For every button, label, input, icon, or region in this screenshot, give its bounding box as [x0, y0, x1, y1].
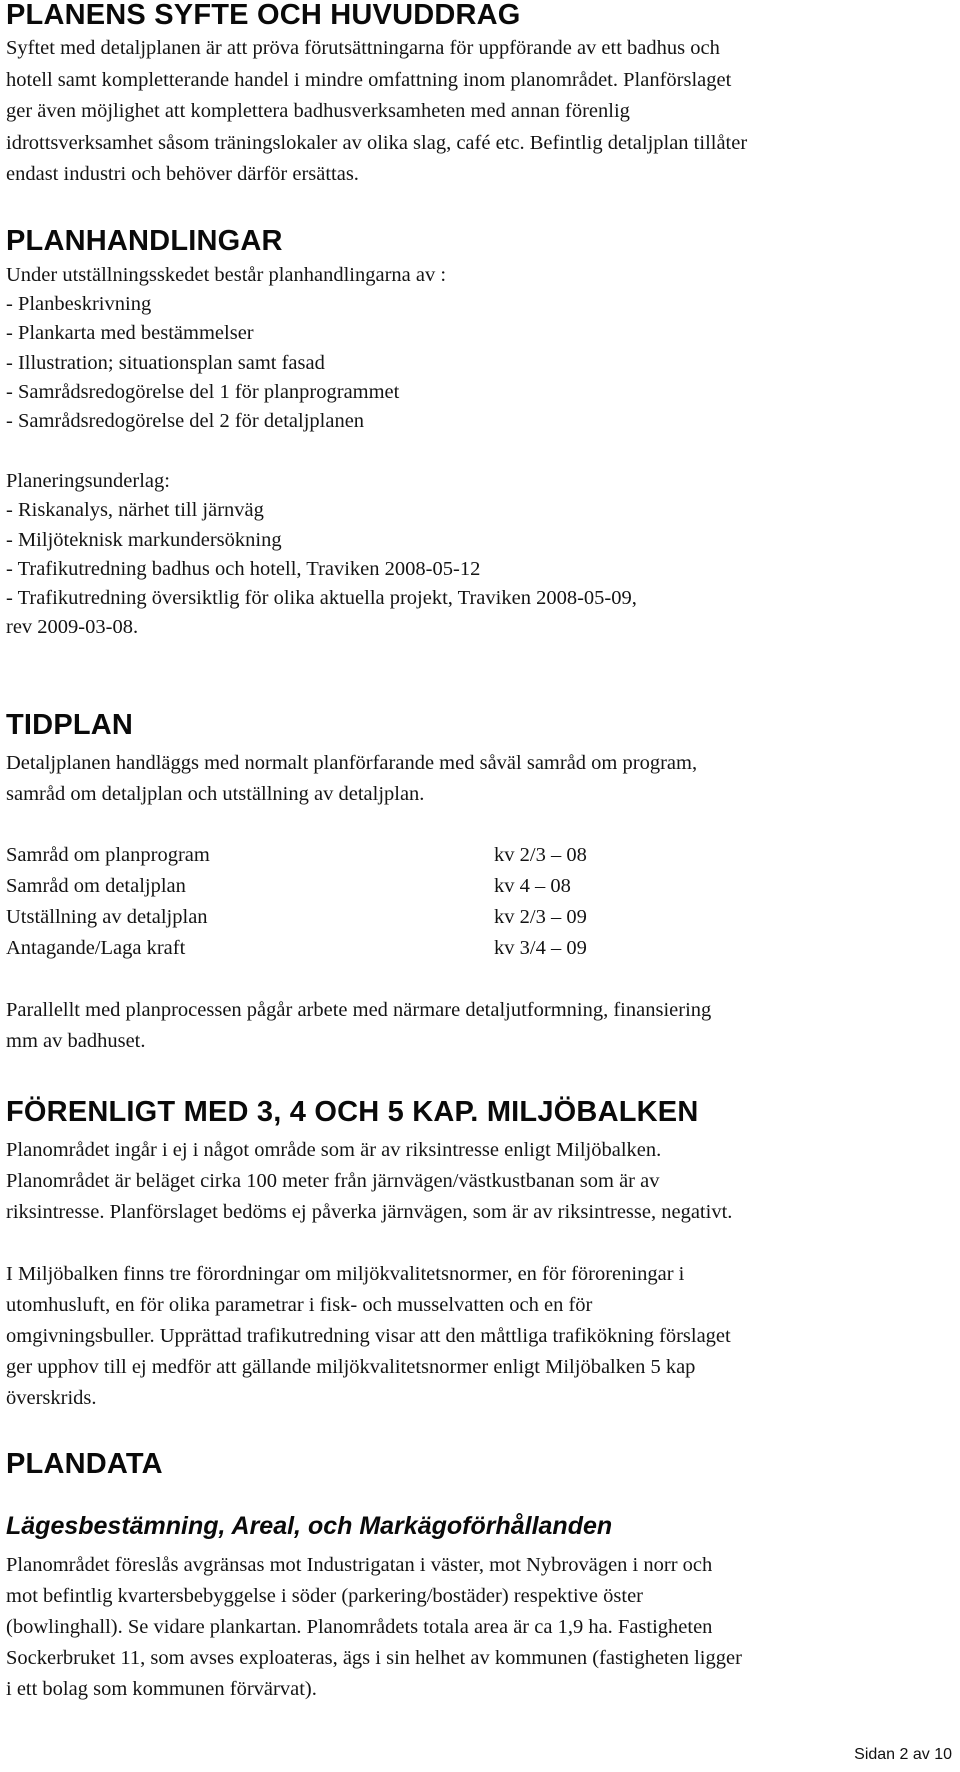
text-line: Detaljplanen handläggs med normalt planförfarande med såväl samråd om program, [6, 752, 698, 774]
heading-miljobalken: FÖRENLIGT MED 3, 4 OCH 5 KAP. MILJÖBALKEN [6, 1096, 699, 1128]
text-line: idrottsverksamhet såsom träningslokaler av olika slag, café etc. Befintlig detaljplan tillåter [6, 131, 748, 154]
text-line: Syftet med detaljplanen är att pröva förutsättningarna för uppförande av ett badhus och [6, 37, 720, 59]
text-line: ger upphov till ej medför att gällande miljökvalitetsnormer enligt Miljöbalken 5 kap [6, 1356, 696, 1378]
schedule-label: Samråd om planprogram [6, 844, 210, 866]
list-item: - Illustration; situationsplan samt fasad [6, 351, 325, 374]
text-line: Planområdet är beläget cirka 100 meter från järnvägen/västkustbanan som är av [6, 1170, 660, 1192]
heading-planhandlingar: PLANHANDLINGAR [6, 225, 283, 257]
section-syfte [6, 0, 950, 191]
list-item: - Samrådsredogörelse del 2 för detaljplanen [6, 410, 365, 433]
text-line: Sockerbruket 11, som avses exploateras, ägs i sin helhet av kommunen (fastigheten ligger [6, 1647, 742, 1669]
miljobalken-paragraph-1 [6, 1135, 950, 1228]
list-item: - Samrådsredogörelse del 1 för planprogrammet [6, 380, 400, 403]
heading-tidplan: TIDPLAN [6, 709, 134, 741]
schedule-table [6, 840, 950, 964]
schedule-label: Antagande/Laga kraft [6, 937, 186, 959]
section-tidplan [6, 708, 950, 1057]
section-miljobalken [6, 1095, 950, 1414]
text-line: omgivningsbuller. Upprättad trafikutredning visar att den måttliga trafikökning förslaget [6, 1325, 731, 1347]
schedule-row [6, 933, 950, 964]
text-line: överskrids. [6, 1387, 97, 1409]
list-item: rev 2009-03-08. [6, 616, 139, 639]
list-item: - Plankarta med bestämmelser [6, 322, 254, 345]
subheading-lagesbestamning: Lägesbestämning, Areal, och Markägoförhållanden [6, 1512, 613, 1540]
list-item: - Riskanalys, närhet till järnväg [6, 499, 264, 522]
text-line: mot befintlig kvartersbebyggelse i söder (parkering/bostäder) respektive öster [6, 1585, 644, 1607]
list-item: - Trafikutredning översiktlig för olika aktuella projekt, Traviken 2008-05-09, [6, 587, 637, 610]
text-line: riksintresse. Planförslaget bedöms ej påverka järnvägen, som är av riksintresse, negativt. [6, 1201, 733, 1223]
schedule-row [6, 871, 950, 902]
section-planhandlingar [6, 224, 950, 642]
section-plandata [6, 1447, 950, 1705]
planhandlingar-list [6, 261, 950, 436]
schedule-value: kv 2/3 – 09 [494, 906, 587, 928]
parallel-paragraph [6, 995, 950, 1057]
list-item: - Trafikutredning badhus och hotell, Traviken 2008-05-12 [6, 557, 481, 580]
text-line: ger även möjlighet att komplettera badhusverksamheten med annan förenlig [6, 100, 630, 122]
text-line: Planområdet föreslås avgränsas mot Industrigatan i väster, mot Nybrovägen i norr och [6, 1554, 713, 1576]
text-line: hotell samt kompletterande handel i mindre omfattning inom planområdet. Planförslaget [6, 68, 732, 91]
tidplan-paragraph [6, 748, 950, 810]
text-line: samråd om detaljplan och utställning av detaljplan. [6, 783, 425, 805]
text-line: (bowlinghall). Se vidare plankartan. Planområdets totala area är ca 1,9 ha. Fastigheten [6, 1616, 713, 1638]
heading-plandata: PLANDATA [6, 1448, 163, 1480]
schedule-row [6, 902, 950, 933]
planeringsunderlag-list [6, 467, 950, 642]
text-line: I Miljöbalken finns tre förordningar om miljökvalitetsnormer, en för föroreningar i [6, 1263, 685, 1285]
text-line: Planområdet ingår i ej i något område som är av riksintresse enligt Miljöbalken. [6, 1139, 662, 1161]
schedule-row [6, 840, 950, 871]
text-line: utomhusluft, en för olika parametrar i fisk- och musselvatten och en för [6, 1294, 593, 1316]
plandata-paragraph [6, 1550, 950, 1705]
list-item: - Miljöteknisk markundersökning [6, 528, 282, 551]
schedule-label: Samråd om detaljplan [6, 875, 186, 897]
heading-syfte: PLANENS SYFTE OCH HUVUDDRAG [6, 0, 521, 31]
schedule-value: kv 2/3 – 08 [494, 844, 587, 866]
schedule-label: Utställning av detaljplan [6, 906, 208, 928]
list-item: - Planbeskrivning [6, 293, 152, 316]
miljobalken-paragraph-2 [6, 1259, 950, 1414]
text-line: mm av badhuset. [6, 1030, 146, 1052]
schedule-value: kv 4 – 08 [494, 875, 571, 897]
text-line: Parallellt med planprocessen pågår arbete med närmare detaljutformning, finansiering [6, 999, 712, 1021]
schedule-value: kv 3/4 – 09 [494, 937, 587, 959]
page-number: Sidan 2 av 10 [854, 1746, 952, 1763]
syfte-paragraph [6, 33, 950, 191]
list-title: Planeringsunderlag: [6, 470, 170, 493]
text-line: endast industri och behöver därför ersättas. [6, 163, 359, 185]
list-intro: Under utställningsskedet består planhandlingarna av : [6, 264, 447, 286]
text-line: i ett bolag som kommunen förvärvat). [6, 1678, 317, 1700]
